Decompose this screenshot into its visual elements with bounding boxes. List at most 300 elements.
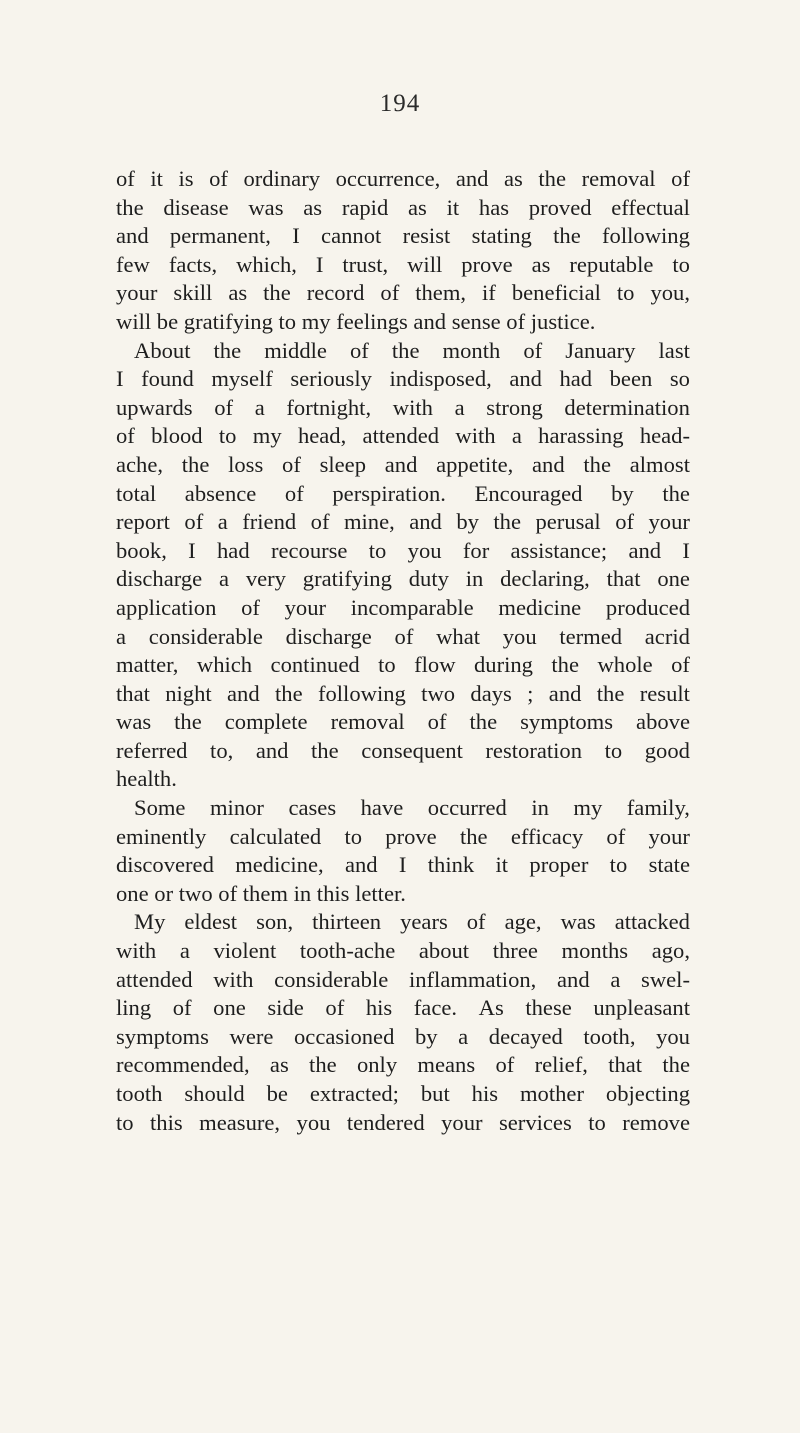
word: if bbox=[482, 280, 496, 306]
word: I bbox=[315, 251, 324, 277]
word: application bbox=[116, 594, 217, 620]
word: of bbox=[606, 823, 626, 849]
word: resist bbox=[402, 223, 451, 249]
word: incomparable bbox=[350, 594, 474, 620]
word: been bbox=[609, 366, 653, 392]
word: you bbox=[656, 1023, 690, 1049]
word: to bbox=[378, 652, 396, 678]
text-line bbox=[116, 537, 690, 566]
word: the bbox=[538, 166, 567, 191]
word: violent bbox=[213, 938, 277, 964]
text-line bbox=[116, 708, 690, 737]
word: minor bbox=[209, 795, 264, 821]
word: tooth, bbox=[583, 1023, 636, 1049]
word: the bbox=[596, 680, 625, 706]
text-line bbox=[116, 451, 690, 480]
word: the bbox=[493, 509, 521, 535]
word: with bbox=[392, 394, 433, 420]
word: one bbox=[657, 566, 690, 592]
word: to bbox=[609, 852, 628, 878]
word: of bbox=[310, 509, 330, 535]
word: found bbox=[141, 366, 194, 392]
word: face. bbox=[413, 995, 458, 1021]
word: it bbox=[495, 852, 509, 878]
word: that bbox=[608, 1052, 643, 1078]
word: month bbox=[442, 337, 501, 363]
word: strong bbox=[486, 394, 543, 420]
word: prove bbox=[385, 823, 437, 849]
word: proper bbox=[529, 852, 589, 878]
text-line bbox=[116, 880, 690, 909]
word: I bbox=[682, 537, 690, 563]
word: the bbox=[275, 680, 303, 706]
word: Encouraged bbox=[474, 480, 583, 506]
word: these bbox=[525, 995, 572, 1021]
text-line bbox=[116, 594, 690, 623]
word: eminently bbox=[116, 823, 207, 849]
word: upwards bbox=[116, 394, 193, 420]
word: a bbox=[458, 1023, 469, 1049]
word: cannot bbox=[321, 223, 382, 249]
word: discovered bbox=[116, 852, 214, 878]
word: it bbox=[446, 194, 460, 220]
word: thirteen bbox=[312, 909, 382, 935]
word: by bbox=[414, 1023, 438, 1049]
word: was bbox=[560, 909, 596, 935]
word: as bbox=[408, 194, 427, 220]
word: measure, bbox=[199, 1109, 281, 1135]
word: stating bbox=[471, 223, 532, 249]
word: fortnight, bbox=[286, 394, 372, 420]
word: of bbox=[615, 509, 635, 535]
word: myself bbox=[211, 366, 273, 392]
text-line bbox=[116, 623, 690, 652]
word: rapid bbox=[341, 194, 389, 220]
word: ago, bbox=[651, 938, 690, 964]
word: son, bbox=[256, 909, 294, 935]
word: ordinary bbox=[243, 166, 321, 191]
word: tooth-ache bbox=[299, 938, 396, 964]
word: with bbox=[116, 938, 157, 964]
word: As bbox=[478, 995, 504, 1021]
word: assistance; bbox=[510, 537, 608, 563]
word: trust, bbox=[342, 251, 389, 277]
word: the bbox=[174, 709, 202, 735]
word: appetite, bbox=[436, 451, 514, 477]
word: unpleasant bbox=[593, 995, 690, 1021]
word: occurred bbox=[427, 795, 507, 821]
word: of bbox=[214, 394, 234, 420]
word: objecting bbox=[605, 1081, 690, 1106]
text-line bbox=[116, 1109, 690, 1138]
word: sleep bbox=[319, 451, 367, 477]
word: of bbox=[282, 451, 301, 477]
word: a bbox=[454, 394, 465, 420]
text-line bbox=[116, 251, 690, 280]
word: of bbox=[427, 709, 447, 735]
word: it bbox=[150, 166, 163, 191]
word: in bbox=[465, 566, 484, 592]
word: extracted; bbox=[309, 1081, 399, 1106]
word: disease bbox=[163, 194, 229, 220]
word: of bbox=[116, 423, 135, 449]
word: the bbox=[263, 280, 291, 306]
word: my bbox=[573, 795, 603, 821]
text-line bbox=[116, 937, 690, 966]
word: two bbox=[421, 680, 456, 706]
word: three bbox=[492, 938, 538, 964]
word: whole bbox=[597, 652, 653, 678]
text-line bbox=[116, 1051, 690, 1080]
word: of bbox=[172, 995, 192, 1021]
word: a bbox=[217, 509, 228, 535]
word: I bbox=[292, 223, 300, 249]
word: so bbox=[669, 366, 690, 392]
word: following bbox=[602, 223, 690, 249]
word: to bbox=[604, 737, 623, 763]
word: prove bbox=[461, 251, 513, 277]
word: of bbox=[241, 594, 260, 620]
word: that bbox=[116, 680, 150, 706]
word: and bbox=[255, 737, 289, 763]
word: of bbox=[671, 166, 690, 191]
word: think bbox=[427, 852, 475, 878]
word: symptoms bbox=[116, 1023, 209, 1049]
word: gratifying bbox=[302, 566, 392, 592]
word: continued bbox=[270, 652, 360, 678]
word: and bbox=[509, 366, 542, 392]
word: had bbox=[559, 366, 593, 392]
word: a bbox=[610, 966, 621, 992]
word: attended bbox=[116, 966, 193, 992]
text-line bbox=[116, 308, 690, 337]
word: recourse bbox=[270, 537, 348, 563]
word: January bbox=[565, 337, 636, 363]
word: occasioned bbox=[294, 1023, 395, 1049]
word: and bbox=[116, 223, 149, 249]
word: beneficial bbox=[511, 280, 601, 306]
text-line bbox=[116, 508, 690, 537]
word: few bbox=[116, 251, 150, 277]
word: head- bbox=[639, 423, 690, 449]
word: one bbox=[213, 995, 246, 1021]
word: means bbox=[417, 1052, 476, 1078]
word: be bbox=[266, 1081, 288, 1106]
word: with bbox=[213, 966, 254, 992]
word: tooth bbox=[116, 1081, 163, 1106]
word: removal bbox=[581, 166, 656, 191]
word: the bbox=[213, 337, 242, 363]
word: you bbox=[502, 623, 537, 649]
word: restoration bbox=[485, 737, 583, 763]
word: friend bbox=[242, 509, 297, 535]
word: eldest bbox=[184, 909, 238, 935]
word: of bbox=[209, 166, 228, 191]
word: but bbox=[420, 1081, 450, 1106]
word: complete bbox=[224, 709, 308, 735]
word: had bbox=[217, 537, 250, 563]
word: for bbox=[462, 537, 490, 563]
word: my bbox=[252, 423, 282, 449]
word: in bbox=[531, 795, 549, 821]
word: services bbox=[498, 1109, 572, 1135]
word: facts, bbox=[168, 251, 218, 277]
word: consequent bbox=[361, 737, 463, 763]
word: determination bbox=[564, 394, 690, 420]
word: this bbox=[150, 1109, 183, 1135]
word: permanent, bbox=[169, 223, 271, 249]
word: the bbox=[583, 451, 611, 477]
word: a bbox=[254, 394, 265, 420]
word: relief, bbox=[534, 1052, 588, 1078]
word: to bbox=[116, 1109, 134, 1135]
text-line bbox=[116, 222, 690, 251]
word: of bbox=[466, 909, 486, 935]
word: have bbox=[360, 795, 404, 821]
word: side bbox=[267, 995, 304, 1021]
word: a bbox=[116, 623, 127, 649]
word: and bbox=[455, 166, 489, 191]
word: and bbox=[532, 451, 565, 477]
word: night bbox=[165, 680, 212, 706]
word: symptoms bbox=[520, 709, 614, 735]
word: My bbox=[134, 909, 166, 935]
word: of bbox=[523, 337, 543, 363]
word: which, bbox=[236, 251, 297, 277]
word: as bbox=[269, 1052, 289, 1078]
word: occurrence, bbox=[335, 166, 441, 191]
word: very bbox=[245, 566, 286, 592]
word: declaring, bbox=[500, 566, 590, 592]
word: the bbox=[469, 709, 498, 735]
word: and bbox=[227, 680, 260, 706]
word: was bbox=[116, 709, 152, 735]
word: the bbox=[311, 737, 339, 763]
word: last bbox=[658, 337, 690, 363]
word: removal bbox=[330, 709, 405, 735]
word: harassing bbox=[538, 423, 624, 449]
word: absence bbox=[184, 480, 257, 506]
word: record bbox=[306, 280, 365, 306]
word: the bbox=[391, 337, 420, 363]
word: days bbox=[470, 680, 512, 706]
text-line bbox=[116, 908, 690, 937]
word: of bbox=[184, 509, 204, 535]
word: the bbox=[459, 823, 488, 849]
word: indisposed, bbox=[389, 366, 492, 392]
text-line bbox=[116, 823, 690, 852]
word: as bbox=[531, 251, 551, 277]
word: termed bbox=[559, 623, 623, 649]
text-line bbox=[116, 480, 690, 509]
word: a bbox=[179, 938, 190, 964]
word: family, bbox=[626, 795, 690, 821]
word: duty bbox=[408, 566, 449, 592]
line-text: will be gratifying to my feelings and sense of justice. bbox=[116, 308, 596, 334]
word: with bbox=[455, 423, 496, 449]
word: that bbox=[606, 566, 641, 592]
word: matter, bbox=[116, 652, 179, 678]
word: decayed bbox=[488, 1023, 563, 1049]
word: of bbox=[284, 480, 304, 506]
word: by bbox=[456, 509, 479, 535]
word: you bbox=[296, 1109, 331, 1135]
word: skill bbox=[173, 280, 213, 306]
word: cases bbox=[288, 795, 337, 821]
word: to bbox=[218, 423, 237, 449]
word: proved bbox=[528, 194, 592, 220]
word: what bbox=[436, 623, 480, 649]
word: reputable bbox=[569, 251, 654, 277]
word: as bbox=[228, 280, 248, 306]
word: to bbox=[588, 1109, 606, 1135]
word: ling bbox=[116, 995, 152, 1021]
word: state bbox=[648, 852, 690, 878]
word: your bbox=[648, 823, 690, 849]
word: considerable bbox=[148, 623, 263, 649]
word: and bbox=[548, 680, 582, 706]
word: has bbox=[478, 194, 510, 220]
word: mine, bbox=[343, 509, 395, 535]
word: should bbox=[184, 1081, 245, 1106]
word: I bbox=[398, 852, 407, 878]
word: seriously bbox=[290, 366, 372, 392]
text-line bbox=[116, 680, 690, 709]
word: referred bbox=[116, 737, 188, 763]
word: acrid bbox=[644, 623, 690, 649]
word: and bbox=[384, 451, 418, 477]
word: the bbox=[662, 1052, 690, 1078]
word: perusal bbox=[535, 509, 601, 535]
word: to bbox=[344, 823, 363, 849]
word: flow bbox=[414, 652, 456, 678]
word: his bbox=[471, 1081, 499, 1106]
word: blood bbox=[151, 423, 203, 449]
word: considerable bbox=[274, 966, 389, 992]
word: perspiration. bbox=[332, 480, 446, 506]
word: the bbox=[662, 480, 690, 506]
word: your bbox=[116, 280, 158, 306]
word: and bbox=[409, 509, 442, 535]
word: is bbox=[178, 166, 194, 191]
word: your bbox=[441, 1109, 483, 1135]
word: the bbox=[309, 1052, 337, 1078]
word: years bbox=[400, 909, 448, 935]
word: head, bbox=[297, 423, 347, 449]
word: which bbox=[196, 652, 253, 678]
word: as bbox=[303, 194, 323, 220]
text-line bbox=[116, 651, 690, 680]
word: months bbox=[561, 938, 629, 964]
word: calculated bbox=[229, 823, 322, 849]
word: Some bbox=[134, 795, 186, 821]
word: total bbox=[116, 480, 157, 506]
word: about bbox=[418, 938, 470, 964]
word: I bbox=[188, 537, 196, 563]
word: report bbox=[116, 509, 170, 535]
page-number: 194 bbox=[379, 90, 421, 117]
word: as bbox=[504, 166, 523, 191]
word: you bbox=[407, 537, 442, 563]
word: medicine, bbox=[235, 852, 324, 878]
text-line bbox=[116, 365, 690, 394]
word: effectual bbox=[611, 194, 690, 220]
word: you, bbox=[650, 280, 690, 306]
word: discharge bbox=[285, 623, 372, 649]
word: of bbox=[380, 280, 400, 306]
word: of bbox=[671, 652, 690, 678]
text-line bbox=[116, 794, 690, 823]
word: of bbox=[495, 1052, 515, 1078]
text-line bbox=[116, 1023, 690, 1052]
word: to bbox=[672, 251, 690, 277]
word: them, bbox=[415, 280, 467, 306]
word: to bbox=[368, 537, 387, 563]
word: attended bbox=[362, 423, 440, 449]
word: the bbox=[116, 194, 144, 220]
word: will bbox=[407, 251, 443, 277]
word: ache, bbox=[116, 451, 164, 477]
word: were bbox=[229, 1023, 274, 1049]
text-line bbox=[116, 851, 690, 880]
word: and bbox=[344, 852, 378, 878]
text-line bbox=[116, 279, 690, 308]
word: produced bbox=[605, 594, 690, 620]
word: swel- bbox=[641, 966, 690, 992]
word: good bbox=[644, 737, 690, 763]
word: was bbox=[248, 194, 284, 220]
word: his bbox=[365, 995, 393, 1021]
word: of bbox=[116, 166, 135, 191]
text-line bbox=[116, 737, 690, 766]
word: ; bbox=[527, 680, 534, 706]
word: recommended, bbox=[116, 1052, 250, 1078]
word: discharge bbox=[116, 566, 203, 592]
word: the bbox=[551, 652, 580, 678]
word: age, bbox=[504, 909, 542, 935]
word: above bbox=[636, 709, 690, 735]
word: attacked bbox=[614, 909, 690, 935]
word: efficacy bbox=[510, 823, 584, 849]
text-line bbox=[116, 394, 690, 423]
line-text: one or two of them in this letter. bbox=[116, 880, 406, 906]
text-line bbox=[116, 966, 690, 995]
word: only bbox=[356, 1052, 398, 1078]
word: during bbox=[473, 652, 533, 678]
text-line bbox=[116, 422, 690, 451]
word: to, bbox=[210, 737, 234, 763]
word: loss bbox=[228, 451, 264, 477]
word: medicine bbox=[498, 594, 582, 620]
word: by bbox=[611, 480, 634, 506]
word: inflammation, bbox=[408, 966, 537, 992]
word: of bbox=[350, 337, 369, 363]
text-line bbox=[116, 1080, 690, 1109]
word: a bbox=[511, 423, 522, 449]
word: your bbox=[648, 509, 690, 535]
line-text: health. bbox=[116, 766, 177, 792]
body-text bbox=[116, 165, 690, 1137]
word: middle bbox=[264, 337, 327, 363]
word: your bbox=[284, 594, 327, 620]
word: the bbox=[181, 451, 210, 477]
text-line bbox=[116, 765, 690, 794]
word: of bbox=[394, 623, 414, 649]
word: remove bbox=[622, 1109, 690, 1135]
word: result bbox=[639, 680, 690, 706]
word: and bbox=[628, 537, 662, 563]
word: a bbox=[218, 566, 230, 592]
